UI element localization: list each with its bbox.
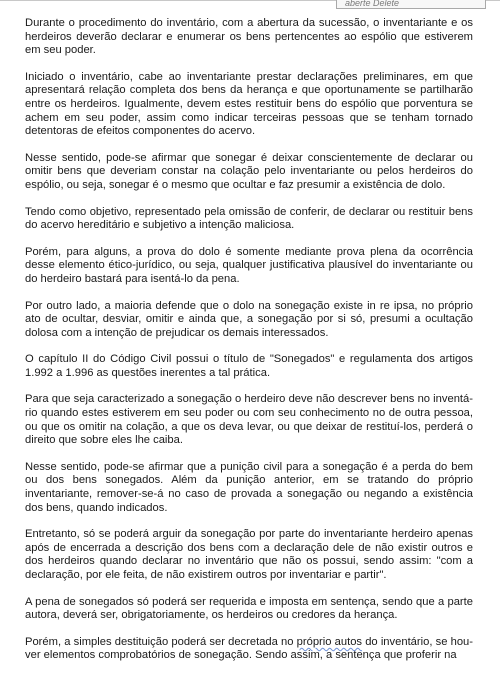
cut-off-toolbar-fragment: aberte Delete [336,0,486,9]
paragraph-destitution-start: Porém, a simples destituição poderá ser decretada no [25,635,297,648]
paragraph-destitution [25,636,473,663]
paragraph-when-to-argue: Entretanto, só se poderá arguir da sonegação por parte do inventariante herdeiro apenas após de encerrada a descrição dos bens com a declaração dele de não existir outros e dos herdeiros quando declarar no inventário que não os possui, sendo assim: "com a declaração, por ele feita, de não existirem outros por inventariar e partir". [25,528,473,581]
paragraph-civil-penalty: Nesse sentido, pode-se afirmar que a punição civil para a sonegação é a perda do bem ou dos bens sonegados. Além da punição anterior, em se tratando do próprio inventariante, remover-se-á no caso de provada a sonegação ou negando a existência dos bens, quando indicados. [25,460,473,514]
paragraph-preliminary-declarations: Iniciado o inventário, cabe ao inventariante prestar declarações preliminares, em que apresentará relação completa dos bens da herança e que oportunamente se partilharão entre os herdeiros. Igualmente, devem estes restituir bens do espólio que porventura se achem em seu poder, assim como indicar terceiras pessoas que se tenham tornado detentoras de efeitos componentes do acervo. [25,70,473,138]
paragraph-civil-code-chapter: O capítulo II do Código Civil possui o título de "Sonegados" e regulamenta dos artigos 1.992 a 1.996 as questões inerentes a tal prática. [25,353,473,379]
paragraph-characterization: Para que seja caracterizado a sonegação o herdeiro deve não descrever bens no inventário quando estes estiverem em seu poder ou com seu conhecimento no de outra pessoa, ou que os omitir na colação, a que os deva levar, ou que deixar de restituí-los, perderá o direito que sobre eles lhe caiba. [25,393,473,447]
paragraph-proof-of-intent: Porém, para alguns, a prova do dolo é somente mediante prova plena da ocorrência desse elemento ético-jurídico, ou seja, qualquer justificativa plausível do inventariante ou do herdeiro bastará para isentá-lo da pena. [25,245,473,285]
spellcheck-flagged-text[interactable]: próprio autos [296,635,363,648]
paragraph-sentence-requirement: A pena de sonegados só poderá ser requerida e imposta em sentença, sendo que a parte autora, deverá ser, obrigatoriamente, os herdeiros ou credores da herança. [25,595,473,622]
paragraph-in-re-ipsa: Por outro lado, a maioria defende que o dolo na sonegação existe in re ipsa, no próprio ato de ocultar, desviar, omitir e ainda que, a sonegação por si só, presumi a ocultação dolosa com a intenção de prejudicar os demais interessados. [25,299,473,339]
paragraph-definition-sonegar: Nesse sentido, pode-se afirmar que sonegar é deixar conscientemente de declarar ou omitir bens que deveriam constar na colação pelo inventariante ou pelos herdeiros do espólio, ou seja, sonegar é o mesmo que ocultar e faz presumir a existência de dolo. [25,151,473,191]
document-body [25,17,473,676]
paragraph-destitution-end: do inventário, se houver elementos comprobatórios de sonegação. Sendo assim, a sentença que proferir na [25,635,473,662]
paragraph-inventory-procedure: Durante o procedimento do inventário, com a abertura da sucessão, o inventariante e os herdeiros deverão declarar e enumerar os bens pertencentes ao espólio que estiverem em seu poder. [25,17,473,57]
paragraph-objective: Tendo como objetivo, representado pela omissão de conferir, de declarar ou restituir bens do acervo hereditário e subjetivo a intenção maliciosa. [25,205,473,232]
